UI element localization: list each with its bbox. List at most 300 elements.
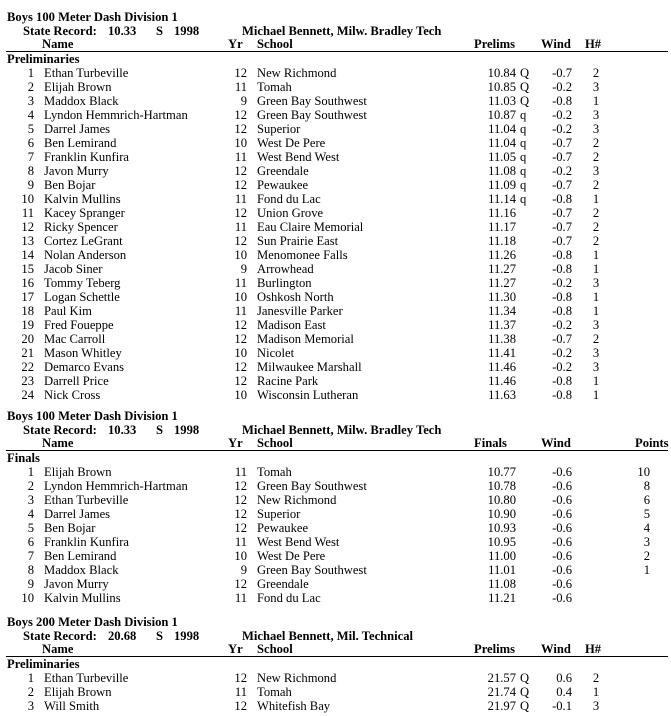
athlete-name: Cortez LeGrant — [44, 234, 123, 248]
qualifier: Q — [520, 685, 530, 699]
heat-number: 2 — [592, 234, 600, 248]
school: Tomah — [257, 80, 292, 94]
round-label: Finals — [7, 451, 40, 465]
year: 12 — [234, 699, 247, 713]
school: Fond du Lac — [257, 192, 321, 206]
result-row — [0, 136, 671, 150]
heat-number: 2 — [592, 206, 600, 220]
school: Greendale — [257, 164, 309, 178]
header-mark: Prelims — [474, 642, 516, 656]
year: 12 — [234, 178, 247, 192]
points: 4 — [643, 521, 650, 535]
athlete-name: Ricky Spencer — [44, 220, 118, 234]
mark: 10.77 — [487, 465, 516, 479]
place: 3 — [27, 493, 34, 507]
year: 11 — [234, 304, 247, 318]
school: Burlington — [257, 276, 312, 290]
place: 9 — [27, 178, 34, 192]
result-row — [0, 290, 671, 304]
school: Madison East — [257, 318, 326, 332]
athlete-name: Paul Kim — [44, 304, 92, 318]
year: 12 — [234, 479, 247, 493]
athlete-name: Fred Foueppe — [44, 318, 114, 332]
mark: 11.03 — [488, 94, 516, 108]
result-row — [0, 563, 671, 577]
place: 15 — [21, 262, 34, 276]
header-wind: Wind — [541, 37, 571, 51]
mark: 11.08 — [488, 164, 516, 178]
place: 10 — [21, 591, 34, 605]
place: 7 — [27, 549, 34, 563]
record-code: S — [156, 423, 164, 437]
mark: 11.30 — [488, 290, 516, 304]
wind: -0.6 — [552, 521, 572, 535]
school: Tomah — [257, 465, 292, 479]
record-code: S — [156, 629, 164, 643]
header-mark: Prelims — [474, 37, 516, 51]
athlete-name: Darrel James — [44, 507, 111, 521]
year: 11 — [234, 465, 247, 479]
wind: -0.8 — [552, 192, 572, 206]
year: 10 — [234, 346, 247, 360]
result-row — [0, 192, 671, 206]
year: 10 — [234, 549, 247, 563]
wind: -0.2 — [552, 276, 572, 290]
mark: 10.95 — [487, 535, 516, 549]
event-title-line — [0, 10, 671, 24]
year: 12 — [234, 507, 247, 521]
wind: -0.2 — [552, 346, 572, 360]
qualifier: q — [520, 192, 527, 206]
year: 12 — [234, 577, 247, 591]
school: Madison Memorial — [257, 332, 354, 346]
heat-number: 2 — [592, 178, 600, 192]
column-headers — [0, 642, 671, 656]
event-title: Boys 100 Meter Dash Division 1 — [7, 10, 178, 24]
mark: 11.08 — [488, 577, 516, 591]
mark: 11.05 — [488, 150, 516, 164]
wind: -0.8 — [552, 388, 572, 402]
points: 6 — [643, 493, 650, 507]
place: 12 — [21, 220, 34, 234]
school: Pewaukee — [257, 178, 309, 192]
place: 8 — [27, 164, 34, 178]
year: 11 — [234, 685, 247, 699]
year: 11 — [234, 591, 247, 605]
year: 12 — [234, 164, 247, 178]
mark: 11.41 — [488, 346, 516, 360]
athlete-name: Mason Whitley — [44, 346, 122, 360]
place: 6 — [27, 136, 34, 150]
place: 2 — [27, 685, 34, 699]
place: 24 — [21, 388, 34, 402]
state-record-line — [0, 24, 671, 38]
qualifier: q — [520, 122, 527, 136]
qualifier: Q — [520, 66, 530, 80]
state-record-line — [0, 423, 671, 437]
result-row — [0, 493, 671, 507]
year: 11 — [234, 150, 247, 164]
wind: -0.7 — [552, 206, 572, 220]
heat-number: 3 — [592, 122, 600, 136]
mark: 11.16 — [488, 206, 516, 220]
heat-number: 3 — [592, 318, 600, 332]
year: 10 — [234, 388, 247, 402]
header-extra: Points — [635, 436, 669, 450]
result-row — [0, 332, 671, 346]
place: 7 — [27, 150, 34, 164]
place: 18 — [21, 304, 34, 318]
school: Menomonee Falls — [257, 248, 348, 262]
heat-number: 2 — [592, 220, 600, 234]
mark: 11.21 — [488, 591, 516, 605]
wind: -0.6 — [552, 535, 572, 549]
place: 14 — [21, 248, 34, 262]
record-year: 1998 — [174, 629, 200, 643]
year: 9 — [240, 94, 247, 108]
athlete-name: Ben Bojar — [44, 521, 96, 535]
year: 11 — [234, 192, 247, 206]
wind: -0.2 — [552, 318, 572, 332]
athlete-name: Javon Murry — [44, 577, 109, 591]
mark: 11.04 — [488, 122, 516, 136]
athlete-name: Will Smith — [44, 699, 100, 713]
heat-number: 2 — [592, 332, 600, 346]
header-school: School — [257, 436, 293, 450]
record-mark: 10.33 — [108, 24, 137, 38]
mark: 11.27 — [488, 276, 516, 290]
wind: -0.7 — [552, 332, 572, 346]
athlete-name: Demarco Evans — [44, 360, 125, 374]
wind: -0.6 — [552, 549, 572, 563]
school: Green Bay Southwest — [257, 94, 367, 108]
place: 9 — [27, 577, 34, 591]
result-row — [0, 220, 671, 234]
round-label: Preliminaries — [7, 657, 80, 671]
year: 12 — [234, 234, 247, 248]
result-row — [0, 248, 671, 262]
year: 11 — [234, 535, 247, 549]
wind: -0.6 — [552, 493, 572, 507]
round-label-line — [0, 52, 671, 66]
place: 23 — [21, 374, 34, 388]
wind: -0.8 — [552, 374, 572, 388]
athlete-name: Kalvin Mullins — [44, 192, 121, 206]
qualifier: q — [520, 178, 527, 192]
mark: 10.80 — [487, 493, 516, 507]
school: Oshkosh North — [257, 290, 334, 304]
header-mark: Finals — [474, 436, 507, 450]
year: 9 — [240, 262, 247, 276]
record-code: S — [156, 24, 164, 38]
mark: 11.46 — [488, 360, 516, 374]
school: Eau Claire Memorial — [257, 220, 364, 234]
school: Green Bay Southwest — [257, 108, 367, 122]
state-record-line — [0, 629, 671, 643]
record-mark: 10.33 — [108, 423, 137, 437]
result-row — [0, 164, 671, 178]
qualifier: q — [520, 150, 527, 164]
header-yr: Yr — [228, 642, 243, 656]
place: 1 — [27, 66, 34, 80]
heat-number: 1 — [592, 94, 600, 108]
athlete-name: Darrell Price — [44, 374, 109, 388]
school: Wisconsin Lutheran — [257, 388, 359, 402]
school: Racine Park — [257, 374, 319, 388]
mark: 11.38 — [488, 332, 516, 346]
wind: -0.2 — [552, 164, 572, 178]
year: 12 — [234, 122, 247, 136]
place: 13 — [21, 234, 34, 248]
result-row — [0, 276, 671, 290]
place: 10 — [21, 192, 34, 206]
mark: 21.57 — [487, 671, 516, 685]
wind: -0.8 — [552, 94, 572, 108]
mark: 11.26 — [488, 248, 516, 262]
year: 11 — [234, 276, 247, 290]
points: 5 — [643, 507, 650, 521]
athlete-name: Kacey Spranger — [44, 206, 125, 220]
year: 12 — [234, 671, 247, 685]
year: 12 — [234, 360, 247, 374]
column-headers — [0, 37, 671, 51]
wind: -0.7 — [552, 220, 572, 234]
points: 3 — [643, 535, 650, 549]
header-school: School — [257, 37, 293, 51]
result-row — [0, 66, 671, 80]
year: 10 — [234, 290, 247, 304]
mark: 11.01 — [488, 563, 516, 577]
wind: -0.7 — [552, 150, 572, 164]
qualifier: Q — [520, 94, 530, 108]
result-row — [0, 234, 671, 248]
mark: 11.46 — [488, 374, 516, 388]
result-row — [0, 374, 671, 388]
result-row — [0, 94, 671, 108]
record-label: State Record: — [23, 629, 97, 643]
record-year: 1998 — [174, 24, 200, 38]
athlete-name: Jacob Siner — [44, 262, 103, 276]
place: 3 — [27, 699, 34, 713]
heat-number: 1 — [592, 290, 600, 304]
athlete-name: Kalvin Mullins — [44, 591, 121, 605]
year: 12 — [234, 374, 247, 388]
points: 1 — [643, 563, 650, 577]
mark: 10.85 — [487, 80, 516, 94]
header-extra: H# — [585, 37, 602, 51]
mark: 11.37 — [488, 318, 516, 332]
athlete-name: Darrel James — [44, 122, 111, 136]
place: 4 — [27, 108, 34, 122]
heat-number: 3 — [592, 346, 600, 360]
heat-number: 1 — [592, 374, 600, 388]
result-row — [0, 346, 671, 360]
heat-number: 2 — [592, 671, 600, 685]
heat-number: 2 — [592, 136, 600, 150]
mark: 10.84 — [487, 66, 516, 80]
round-label-line — [0, 657, 671, 671]
mark: 21.74 — [487, 685, 516, 699]
record-holder: Michael Bennett, Mil. Technical — [242, 629, 414, 643]
mark: 10.90 — [487, 507, 516, 521]
school: Superior — [257, 507, 301, 521]
result-row — [0, 388, 671, 402]
result-row — [0, 122, 671, 136]
place: 22 — [21, 360, 34, 374]
result-row — [0, 591, 671, 605]
heat-number: 3 — [592, 108, 600, 122]
wind: 0.6 — [556, 671, 572, 685]
event-title-line — [0, 615, 671, 629]
mark: 11.14 — [488, 192, 516, 206]
result-row — [0, 178, 671, 192]
result-row — [0, 304, 671, 318]
year: 12 — [234, 332, 247, 346]
year: 12 — [234, 108, 247, 122]
mark: 10.78 — [487, 479, 516, 493]
result-row — [0, 521, 671, 535]
wind: -0.2 — [552, 122, 572, 136]
heat-number: 1 — [592, 192, 600, 206]
wind: -0.6 — [552, 563, 572, 577]
result-row — [0, 699, 671, 713]
points: 8 — [643, 479, 650, 493]
school: West De Pere — [257, 549, 326, 563]
school: Green Bay Southwest — [257, 563, 367, 577]
athlete-name: Nick Cross — [44, 388, 101, 402]
mark: 11.63 — [488, 388, 516, 402]
school: Sun Prairie East — [257, 234, 339, 248]
athlete-name: Franklin Kunfira — [44, 150, 129, 164]
mark: 10.93 — [487, 521, 516, 535]
athlete-name: Lyndon Hemmrich-Hartman — [44, 479, 188, 493]
result-row — [0, 150, 671, 164]
athlete-name: Logan Schettle — [44, 290, 120, 304]
school: Milwaukee Marshall — [257, 360, 362, 374]
heat-number: 1 — [592, 248, 600, 262]
header-wind: Wind — [541, 436, 571, 450]
school: West Bend West — [257, 535, 340, 549]
mark: 11.09 — [488, 178, 516, 192]
year: 11 — [234, 80, 247, 94]
school: Arrowhead — [257, 262, 314, 276]
header-extra: H# — [585, 642, 602, 656]
wind: -0.1 — [552, 699, 572, 713]
athlete-name: Nolan Anderson — [44, 248, 127, 262]
result-row — [0, 465, 671, 479]
result-row — [0, 479, 671, 493]
year: 11 — [234, 220, 247, 234]
year: 12 — [234, 318, 247, 332]
mark: 10.87 — [487, 108, 516, 122]
result-row — [0, 206, 671, 220]
heat-number: 2 — [592, 150, 600, 164]
record-mark: 20.68 — [108, 629, 137, 643]
wind: -0.8 — [552, 248, 572, 262]
mark: 21.97 — [487, 699, 516, 713]
school: Green Bay Southwest — [257, 479, 367, 493]
athlete-name: Ben Lemirand — [44, 136, 117, 150]
place: 19 — [21, 318, 34, 332]
school: West De Pere — [257, 136, 326, 150]
place: 2 — [27, 80, 34, 94]
place: 21 — [21, 346, 34, 360]
header-name: Name — [42, 642, 74, 656]
mark: 11.00 — [488, 549, 516, 563]
year: 10 — [234, 136, 247, 150]
school: Tomah — [257, 685, 292, 699]
school: Pewaukee — [257, 521, 309, 535]
qualifier: q — [520, 164, 527, 178]
result-row — [0, 549, 671, 563]
mark: 11.04 — [488, 136, 516, 150]
athlete-name: Ethan Turbeville — [44, 493, 129, 507]
round-label-line — [0, 451, 671, 465]
mark: 11.17 — [488, 220, 516, 234]
athlete-name: Elijah Brown — [44, 80, 112, 94]
place: 17 — [21, 290, 34, 304]
wind: -0.7 — [552, 136, 572, 150]
place: 8 — [27, 563, 34, 577]
result-row — [0, 577, 671, 591]
athlete-name: Elijah Brown — [44, 685, 112, 699]
athlete-name: Ben Lemirand — [44, 549, 117, 563]
wind: -0.7 — [552, 66, 572, 80]
header-name: Name — [42, 37, 74, 51]
place: 3 — [27, 94, 34, 108]
wind: -0.7 — [552, 234, 572, 248]
school: New Richmond — [257, 66, 337, 80]
year: 9 — [240, 563, 247, 577]
school: New Richmond — [257, 493, 337, 507]
qualifier: Q — [520, 671, 530, 685]
heat-number: 3 — [592, 80, 600, 94]
place: 1 — [27, 465, 34, 479]
wind: -0.6 — [552, 507, 572, 521]
wind: -0.8 — [552, 304, 572, 318]
school: Whitefish Bay — [257, 699, 331, 713]
qualifier: Q — [520, 699, 530, 713]
place: 1 — [27, 671, 34, 685]
place: 5 — [27, 122, 34, 136]
event-title-line — [0, 409, 671, 423]
points: 10 — [637, 465, 650, 479]
wind: -0.2 — [552, 80, 572, 94]
result-row — [0, 80, 671, 94]
athlete-name: Lyndon Hemmrich-Hartman — [44, 108, 188, 122]
header-yr: Yr — [228, 436, 243, 450]
heat-number: 1 — [592, 262, 600, 276]
heat-number: 3 — [592, 276, 600, 290]
result-row — [0, 535, 671, 549]
record-year: 1998 — [174, 423, 200, 437]
heat-number: 3 — [592, 699, 600, 713]
mark: 11.18 — [488, 234, 516, 248]
heat-number: 3 — [592, 164, 600, 178]
place: 2 — [27, 479, 34, 493]
wind: -0.6 — [552, 591, 572, 605]
record-holder: Michael Bennett, Milw. Bradley Tech — [242, 423, 442, 437]
place: 20 — [21, 332, 34, 346]
points: 2 — [643, 549, 650, 563]
year: 10 — [234, 248, 247, 262]
athlete-name: Elijah Brown — [44, 465, 112, 479]
athlete-name: Ethan Turbeville — [44, 671, 129, 685]
mark: 11.27 — [488, 262, 516, 276]
header-yr: Yr — [228, 37, 243, 51]
event-title: Boys 100 Meter Dash Division 1 — [7, 409, 178, 423]
athlete-name: Ethan Turbeville — [44, 66, 129, 80]
